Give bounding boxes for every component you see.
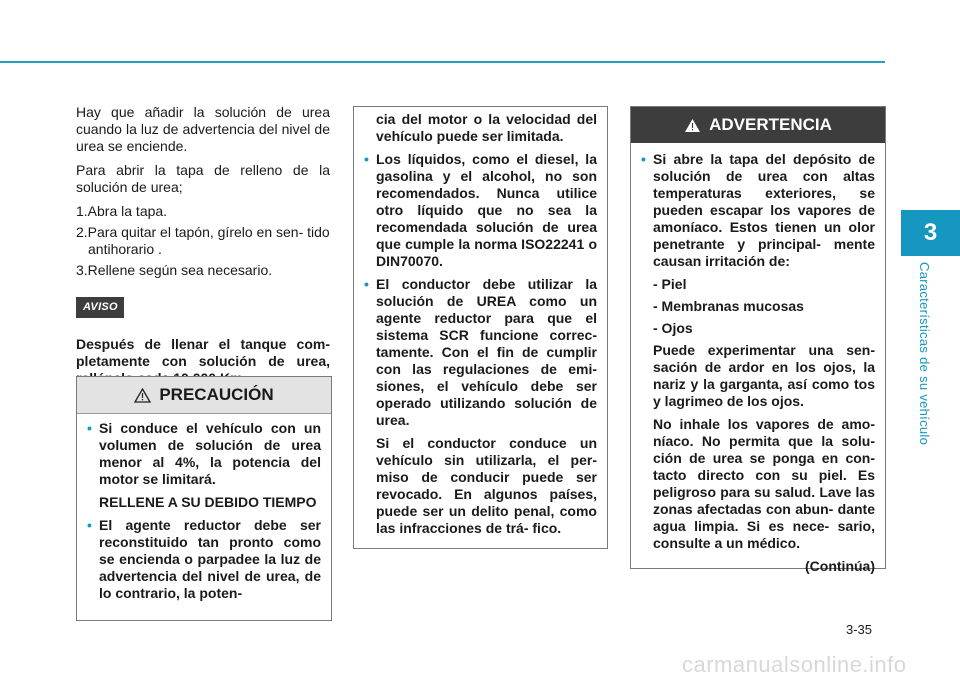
chapter-tab: 3 [901, 210, 960, 256]
precaution-body [77, 414, 331, 616]
chapter-title: Características de su vehículo [917, 262, 932, 446]
intro-column [76, 104, 330, 394]
step-item: 2.Para quitar el tapón, gírelo en sen- tido antihorario . [76, 224, 330, 257]
aviso-label: AVISO [76, 297, 124, 318]
page-number: 3-35 [846, 622, 873, 637]
precaution-title: PRECAUCIÓN [159, 385, 274, 404]
precaution-header [77, 377, 331, 414]
continued-text: cia del motor o la velocidad del vehículo puede ser limitada. [376, 111, 597, 144]
precaution-continued-body [354, 107, 607, 551]
warning-paragraph: No inhale los vapores de amo- níaco. No permita que la solu- ción de urea se ponga en con- tacto directo con su piel. Es peligroso para su salud. Lave las zonas afectadas con abun- dante agua limpia. Si es nece- sario, consulte a un médico. [653, 416, 875, 551]
warning-title: ADVERTENCIA [709, 115, 832, 134]
bullet-icon: • [87, 517, 92, 533]
step-item: 1.Abra la tapa. [76, 203, 168, 219]
warning-triangle-icon [684, 118, 701, 133]
list-item: • El agente reductor debe ser reconstituido tan pronto como se encienda o parpadee la luz de advertencia del nivel de urea, de lo contrario, la poten- [87, 517, 321, 601]
list-item: • El conductor debe utilizar la solución de UREA como un agente reductor para que el sistema SCR funcione correc- tamente. Con el fin de cumplir con las regulaciones de emi- siones, el vehículo debe ser operado utilizando solución de urea. [364, 276, 597, 428]
list-item-extra: RELLENE A SU DEBIDO TIEMPO [99, 494, 317, 510]
bullet-icon: • [641, 151, 646, 167]
intro-paragraph: Hay que añadir la solución de urea cuando la luz de advertencia del nivel de urea se enciende. [76, 104, 330, 154]
symptom-item: - Ojos [653, 320, 693, 336]
intro-paragraph: Para abrir la tapa de relleno de la solución de urea; [76, 162, 330, 195]
warning-header [631, 107, 885, 143]
precaution-continued-box [353, 106, 608, 549]
list-item: • Si conduce el vehículo con un volumen de solución de urea menor al 4%, la potencia del motor se limitará. [87, 420, 321, 487]
continued-note: (Continúa) [805, 558, 875, 574]
symptom-item: - Piel [653, 276, 687, 292]
aviso-text: Después de llenar el tanque com- pletamente con solución de urea, [76, 336, 330, 369]
list-item-extra: Si el conductor conduce un vehículo sin utilizarla, el per- miso de conducir puede ser revocado. En algunos países, puede ser un delito penal, como las infracciones de trá- fico. [376, 435, 597, 536]
footer-watermark: carmanualsonline.info [682, 652, 907, 677]
symptom-item: - Membranas mucosas [653, 298, 804, 314]
precaution-box [76, 376, 332, 621]
list-item: • Los líquidos, como el diesel, la gasolina y el alcohol, no son recomendados. Nunca utilice otro líquido que no sea la recomendada solución de urea que cumple la norma ISO22241 o DIN70070. [364, 151, 597, 269]
warning-triangle-icon [134, 388, 151, 403]
warning-box [630, 106, 886, 574]
warning-body [631, 143, 885, 583]
bullet-icon: • [87, 420, 92, 436]
list-item: • Si abre la tapa del depósito de solución de urea con altas temperaturas exteriores, se pueden escapar los vapores de amoníaco. Estos tienen un olor penetrante y principal- mente causan irritación de: [641, 151, 875, 269]
bullet-icon: • [364, 151, 369, 167]
bullet-icon: • [364, 276, 369, 292]
warning-paragraph: Puede experimentar una sen- sación de ardor en los ojos, la nariz y la garganta, así como tos y lagrimeo de los ojos. [653, 342, 875, 409]
step-item: 3.Rellene según sea necesario. [76, 262, 273, 278]
top-rule [0, 61, 885, 63]
